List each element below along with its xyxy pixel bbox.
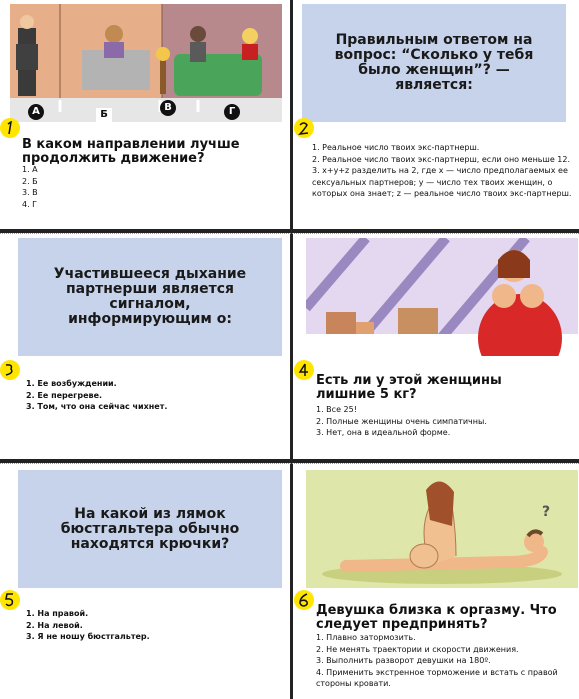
question-title: Есть ли у этой женщины лишние 5 кг? xyxy=(316,373,502,402)
answer-list xyxy=(26,608,288,643)
number-2-icon xyxy=(298,121,310,135)
number-6-icon xyxy=(298,593,310,607)
quiz-card-2 xyxy=(294,0,574,220)
question-mark-thought: ? xyxy=(542,504,551,520)
question-text: На какой из лямок бюстгальтера обычно находятся крючки? xyxy=(60,505,240,552)
marker-v: В xyxy=(160,100,176,116)
number-1-icon xyxy=(4,121,16,135)
answer-option: 3. Нет, она в идеальной форме. xyxy=(316,428,451,437)
answer-list xyxy=(26,378,288,413)
marker-g: Г xyxy=(224,104,240,120)
question-number-badge xyxy=(294,590,314,610)
answer-list xyxy=(312,142,574,200)
dotted-divider xyxy=(0,463,579,465)
answer-option: 2. Не менять траектории и скорости движения. xyxy=(316,644,519,654)
question-box xyxy=(18,470,282,588)
answer-option: 2. На левой. xyxy=(26,620,83,630)
answer-option: 2. Полные женщины очень симпатичны. xyxy=(316,416,487,426)
number-5-icon xyxy=(4,593,16,607)
number-3-icon xyxy=(4,363,16,377)
answer-list xyxy=(316,404,578,439)
answer-option: 1. Реальное число твоих экс-партнерш. xyxy=(312,143,480,152)
answer-option: 3. x+y+z разделить на 2, где x — число предполагаемых ее сексуальных партнеров; y — число тех твоих женщин, о которых она знает; z — реальное число твоих экс-партнерш. xyxy=(312,166,572,198)
couple-illustration xyxy=(306,470,578,588)
question-number-badge xyxy=(0,590,20,610)
answer-option: 2. Ее перегреве. xyxy=(26,390,103,400)
question-box xyxy=(18,238,282,356)
answer-option: 3. Выполнить разворот девушки на 180º. xyxy=(316,656,491,665)
answer-list xyxy=(22,164,284,210)
woman-with-cakes-illustration xyxy=(306,238,578,356)
answer-option: 4. Г xyxy=(22,199,38,209)
question-title: В каком направлении лучше продолжить движение? xyxy=(22,137,240,166)
answer-option: 3. Том, что она сейчас чихнет. xyxy=(26,402,168,411)
column-separator xyxy=(290,233,293,459)
quiz-card-3 xyxy=(0,234,280,454)
question-number-badge xyxy=(0,118,20,138)
answer-option: 2. Реальное число твоих экс-партнерш, если оно меньше 12. xyxy=(312,154,571,164)
answer-option: 4. Применить экстренное торможение и встать с правой стороны кровати. xyxy=(316,667,558,688)
answer-option: 2. Б xyxy=(22,176,38,186)
answer-option: 1. Ее возбуждении. xyxy=(26,379,117,388)
answer-option: 1. Все 25! xyxy=(316,405,357,414)
answer-option: 1. Плавно затормозить. xyxy=(316,633,416,642)
number-4-icon xyxy=(298,363,310,377)
quiz-card-6 xyxy=(294,466,574,686)
marker-a: А xyxy=(28,104,44,120)
answer-option: 3. Я не ношу бюстгальтер. xyxy=(26,632,150,641)
question-number-badge xyxy=(0,360,20,380)
question-number-badge xyxy=(294,118,314,138)
quiz-card-5 xyxy=(0,466,280,686)
answer-option: 1. А xyxy=(22,165,38,174)
quiz-card-4 xyxy=(294,234,574,454)
marker-b: Б xyxy=(96,108,112,122)
answer-list xyxy=(316,632,578,690)
question-number-badge xyxy=(294,360,314,380)
answer-option: 1. На правой. xyxy=(26,609,89,618)
office-scene-illustration xyxy=(10,4,282,122)
column-separator xyxy=(290,0,293,229)
answer-option: 3. В xyxy=(22,188,38,197)
question-title: Девушка близка к оргазму. Что следует предпринять? xyxy=(316,603,557,632)
column-separator xyxy=(290,463,293,699)
question-box xyxy=(302,4,566,122)
quiz-card-1 xyxy=(0,0,280,220)
question-text: Участившееся дыхание партнерши является сигналом, информирующим о: xyxy=(53,266,247,327)
question-text: Правильным ответом на вопрос: “Сколько у тебя было женщин”? — является: xyxy=(334,32,534,93)
